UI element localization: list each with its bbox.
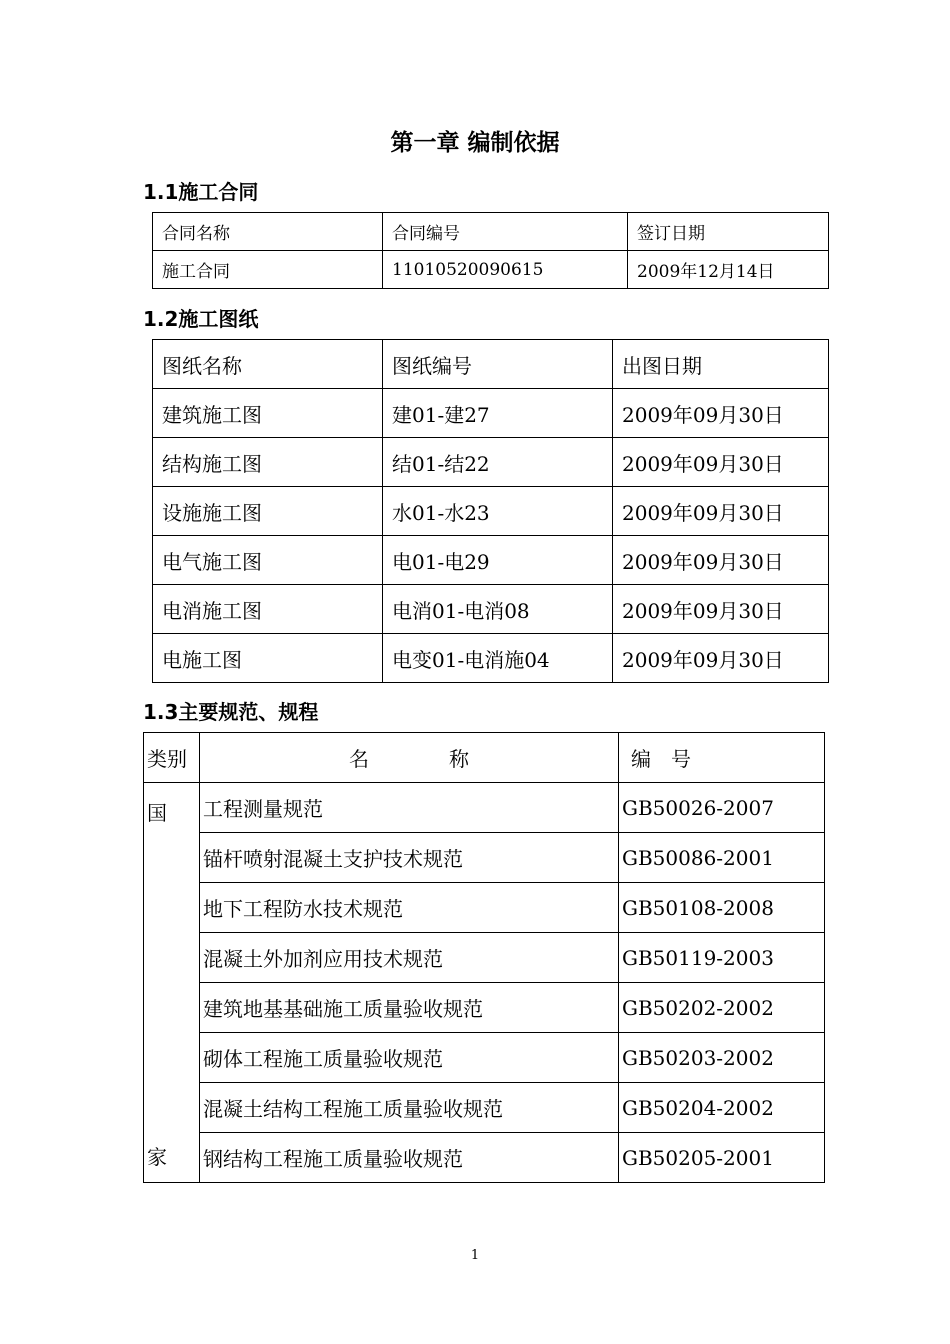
drawings-table xyxy=(152,339,829,683)
header-cell: 出图日期 xyxy=(613,340,829,389)
table-row xyxy=(144,1033,825,1083)
table-row xyxy=(144,1133,825,1183)
table-row xyxy=(153,389,829,438)
standard-name-cell: 钢结构工程施工质量验收规范 xyxy=(200,1133,619,1183)
header-cell: 类别 xyxy=(144,733,200,783)
standard-name-cell: 地下工程防水技术规范 xyxy=(200,883,619,933)
chapter-title: 第一章 编制依据 xyxy=(390,130,560,156)
standard-code-cell: GB50205-2001 xyxy=(619,1133,825,1183)
drawing-name-cell: 电气施工图 xyxy=(153,536,383,585)
table-row xyxy=(144,833,825,883)
contract-date-cell: 2009年12月14日 xyxy=(628,251,829,289)
standard-code-cell: GB50202-2002 xyxy=(619,983,825,1033)
category-label-top: 国 xyxy=(147,801,167,825)
drawing-number-cell: 结01-结22 xyxy=(383,438,613,487)
table-row xyxy=(144,1083,825,1133)
table-row xyxy=(153,438,829,487)
header-cell: 签订日期 xyxy=(628,213,829,251)
drawing-name-cell: 电消施工图 xyxy=(153,585,383,634)
contract-table xyxy=(152,212,829,289)
standard-name-cell: 建筑地基基础施工质量验收规范 xyxy=(200,983,619,1033)
drawing-date-cell: 2009年09月30日 xyxy=(613,585,829,634)
header-cell: 合同编号 xyxy=(383,213,628,251)
contract-number-cell: 11010520090615 xyxy=(383,251,628,289)
table-row xyxy=(153,251,829,289)
header-cell: 图纸名称 xyxy=(153,340,383,389)
drawing-number-cell: 电变01-电消施04 xyxy=(383,634,613,683)
drawing-date-cell: 2009年09月30日 xyxy=(613,634,829,683)
drawing-number-cell: 水01-水23 xyxy=(383,487,613,536)
standard-name-cell: 混凝土外加剂应用技术规范 xyxy=(200,933,619,983)
table-row xyxy=(153,634,829,683)
header-cell: 名 称 xyxy=(200,733,619,783)
table-row xyxy=(153,487,829,536)
header-cell: 图纸编号 xyxy=(383,340,613,389)
section-heading-standards: 1.3主要规范、规程 xyxy=(143,700,319,724)
drawing-date-cell: 2009年09月30日 xyxy=(613,487,829,536)
drawing-date-cell: 2009年09月30日 xyxy=(613,536,829,585)
drawing-number-cell: 电01-电29 xyxy=(383,536,613,585)
section-heading-contract: 1.1施工合同 xyxy=(143,180,259,204)
standard-code-cell: GB50026-2007 xyxy=(619,783,825,833)
standard-name-cell: 锚杆喷射混凝土支护技术规范 xyxy=(200,833,619,883)
table-row xyxy=(144,983,825,1033)
standard-code-cell: GB50204-2002 xyxy=(619,1083,825,1133)
drawing-date-cell: 2009年09月30日 xyxy=(613,389,829,438)
table-header-row xyxy=(153,213,829,251)
contract-name-cell: 施工合同 xyxy=(153,251,383,289)
standard-name-cell: 混凝土结构工程施工质量验收规范 xyxy=(200,1083,619,1133)
drawing-name-cell: 结构施工图 xyxy=(153,438,383,487)
table-row xyxy=(144,933,825,983)
drawing-number-cell: 建01-建27 xyxy=(383,389,613,438)
drawing-date-cell: 2009年09月30日 xyxy=(613,438,829,487)
table-row xyxy=(144,783,825,833)
header-cell: 编 号 xyxy=(619,733,825,783)
drawing-name-cell: 电施工图 xyxy=(153,634,383,683)
standards-table xyxy=(143,732,825,1183)
page-number: 1 xyxy=(470,1248,480,1263)
standard-code-cell: GB50203-2002 xyxy=(619,1033,825,1083)
category-label-bottom: 家 xyxy=(147,1145,167,1169)
standard-name-cell: 砌体工程施工质量验收规范 xyxy=(200,1033,619,1083)
drawing-name-cell: 建筑施工图 xyxy=(153,389,383,438)
standard-name-cell: 工程测量规范 xyxy=(200,783,619,833)
standard-code-cell: GB50119-2003 xyxy=(619,933,825,983)
table-header-row xyxy=(153,340,829,389)
table-row xyxy=(153,585,829,634)
header-cell: 合同名称 xyxy=(153,213,383,251)
standard-code-cell: GB50086-2001 xyxy=(619,833,825,883)
table-row xyxy=(144,883,825,933)
standard-code-cell: GB50108-2008 xyxy=(619,883,825,933)
table-header-row xyxy=(144,733,825,783)
drawing-number-cell: 电消01-电消08 xyxy=(383,585,613,634)
category-cell xyxy=(144,783,200,1183)
table-row xyxy=(153,536,829,585)
section-heading-drawings: 1.2施工图纸 xyxy=(143,307,259,331)
drawing-name-cell: 设施施工图 xyxy=(153,487,383,536)
